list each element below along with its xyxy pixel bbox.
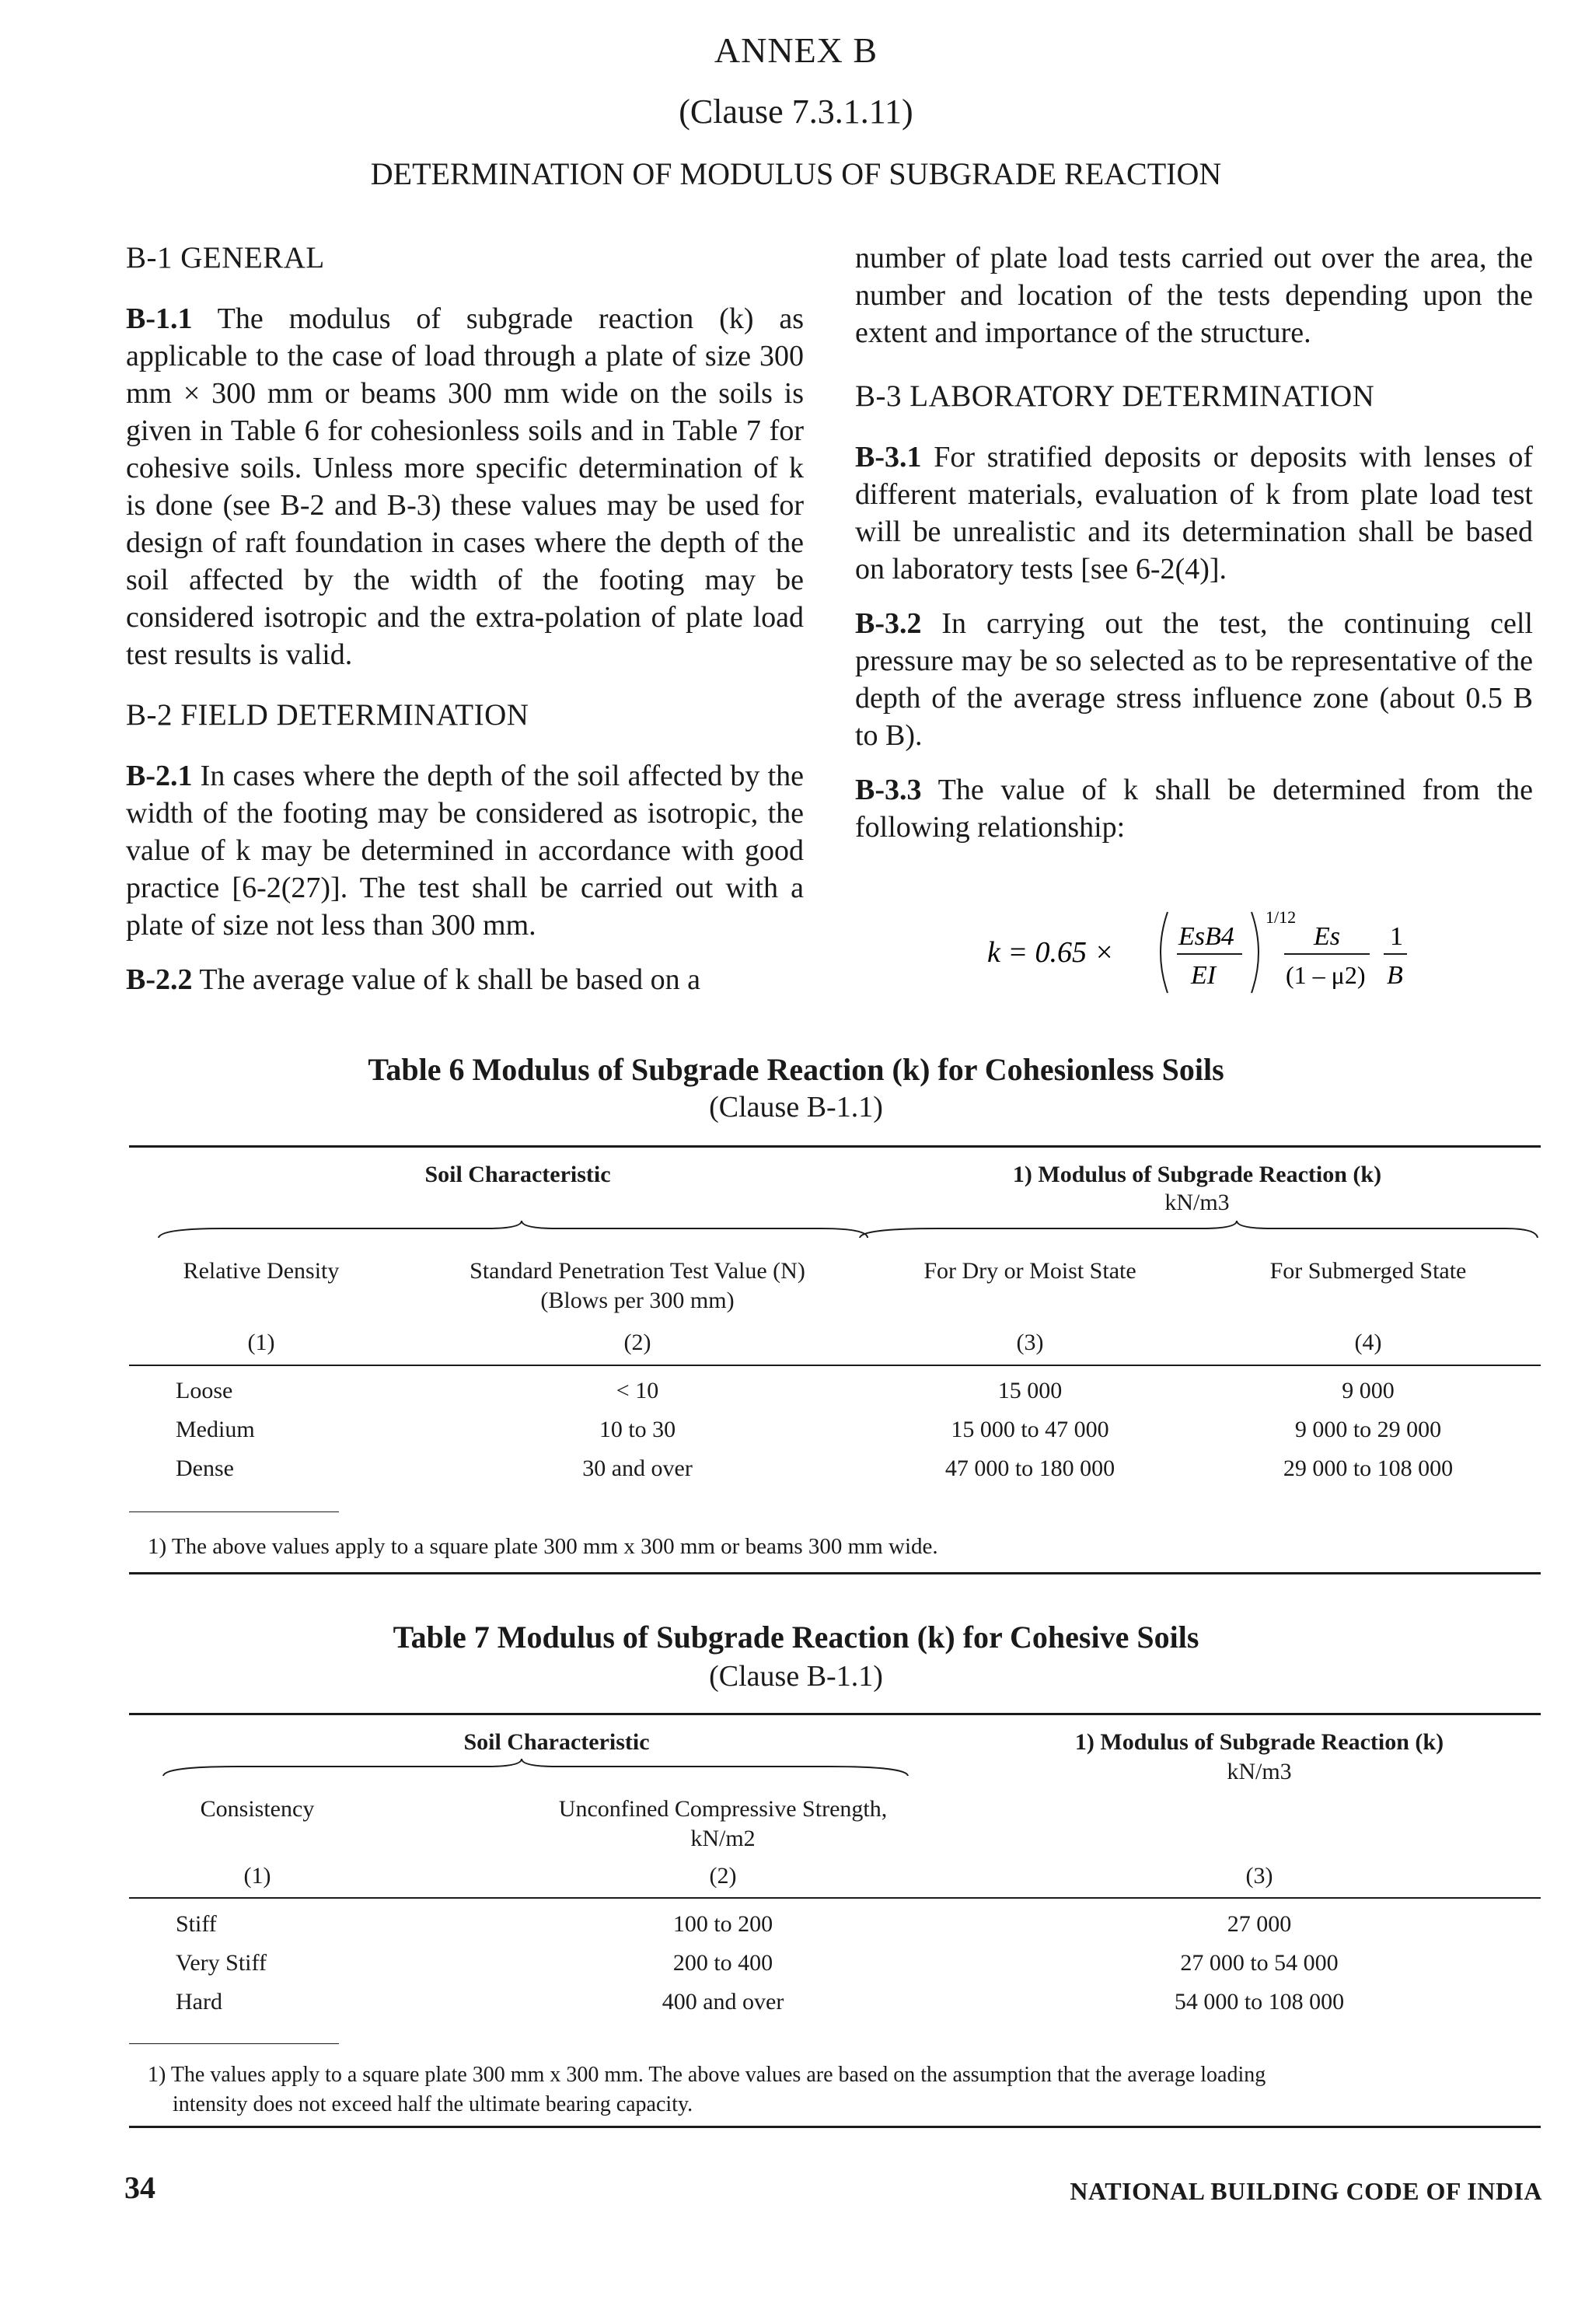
formula-den2: (1 – μ2) [1286, 961, 1366, 989]
table6-cell: 15 000 to 47 000 [951, 1417, 1109, 1442]
table6-cell: < 10 [616, 1378, 659, 1403]
clause-b3-1-text: For stratified deposits or deposits with lenses of different materials, evaluation of k from plate load test will be unrealistic and its determination shall be based on laboratory tests [see 6-2(4)]. [855, 441, 1533, 585]
table7-col2-number: (2) [709, 1863, 737, 1889]
table6-cell: Medium [176, 1417, 255, 1442]
formula-lhs: k = 0.65 × [987, 936, 1115, 969]
table7-header-rule [129, 1897, 1541, 1899]
table6-col3-number: (3) [1016, 1330, 1044, 1355]
table7-cell: 27 000 to 54 000 [1180, 1950, 1339, 1976]
table6-cell: 15 000 [997, 1378, 1063, 1403]
clause-b3-3 [855, 771, 1533, 846]
table6-col2-number: (2) [623, 1330, 651, 1355]
formula-num3: 1 [1390, 922, 1403, 951]
table7-cell: 100 to 200 [672, 1911, 773, 1937]
formula-den3: B [1387, 961, 1403, 990]
table7-cell: Hard [176, 1989, 222, 2015]
table6-cell: 9 000 to 29 000 [1294, 1417, 1442, 1442]
table6-footnote-rule [129, 1511, 339, 1512]
table6-top-rule [129, 1145, 1541, 1148]
annex-title: ANNEX B [714, 30, 878, 70]
clause-b1-1 [126, 300, 804, 673]
table6-cell: 47 000 to 180 000 [944, 1456, 1115, 1481]
table7-clause: (Clause B-1.1) [709, 1660, 883, 1693]
formula-right-paren [1252, 912, 1259, 993]
table7-top-rule [129, 1713, 1541, 1715]
formula-left-paren [1161, 912, 1168, 993]
table7-col1-header: Consistency [200, 1796, 315, 1822]
table6-col4-header: For Submerged State [1269, 1258, 1467, 1284]
table6-bottom-rule [129, 1572, 1541, 1574]
table6-footnote: 1) The above values apply to a square plate 300 mm x 300 mm or beams 300 mm wide. [148, 1534, 938, 1559]
clause-b2-2 [126, 961, 804, 998]
table6-col1-number: (1) [247, 1330, 275, 1355]
table7-col3-number: (3) [1245, 1863, 1273, 1889]
table7-group-modulus: 1) Modulus of Subgrade Reaction (k) [1074, 1729, 1444, 1755]
clause-b3-2-number: B-3.2 [855, 607, 922, 640]
clause-b3-2 [855, 605, 1533, 754]
table6-cell: Dense [176, 1456, 234, 1481]
annex-heading: DETERMINATION OF MODULUS OF SUBGRADE REACTION [370, 156, 1222, 191]
table7-cell: 200 to 400 [672, 1950, 773, 1976]
table6-group-modulus: 1) Modulus of Subgrade Reaction (k) [1012, 1162, 1382, 1187]
table6-cell: Loose [176, 1378, 233, 1403]
clause-b2-2-number: B-2.2 [126, 963, 193, 996]
table6-cell: 29 000 to 108 000 [1283, 1456, 1454, 1481]
clause-b1-1-text: The modulus of subgrade reaction (k) as applicable to the case of load through a plate of size 300 mm × 300 mm or beams 300 mm wide on the soils is given in Table 6 for cohesionless soils and in Table 7 for cohesive soils. Unless more specific determination of k is done (see B-2 and B-3) these values may be used for design of raft foundation in cases where the depth of the soil affected by the width of the footing may be considered isotropic and the extra-polation of plate load test results is valid. [126, 302, 804, 671]
k-formula [987, 906, 1423, 999]
table7-cell: 400 and over [662, 1989, 784, 2015]
table6-col1-header: Relative Density [183, 1258, 340, 1284]
clause-b3-1 [855, 439, 1533, 588]
table7-footnote-rule [129, 2043, 339, 2044]
table7-col2-unit: kN/m2 [690, 1826, 756, 1851]
clause-b1-1-number: B-1.1 [126, 302, 193, 335]
table6-col3-header: For Dry or Moist State [923, 1258, 1136, 1284]
clause-b2-1-number: B-2.1 [126, 760, 193, 792]
clause-b2-1-text: In cases where the depth of the soil affected by the width of the footing may be considered as isotropic, the value of k may be determined in accordance with good practice [6-2(27)]. The test shall be carried out with a plate of size not less than 300 mm. [126, 760, 804, 942]
table7-group-braces [129, 1757, 984, 1781]
table6-cell: 30 and over [582, 1456, 693, 1481]
table7-cell: Very Stiff [176, 1950, 267, 1976]
clause-b2-1 [126, 757, 804, 944]
section-b1-heading: B-1 GENERAL [126, 241, 325, 274]
table7-title: Table 7 Modulus of Subgrade Reaction (k) for Cohesive Soils [393, 1620, 1199, 1655]
formula-num2: Es [1314, 922, 1340, 951]
formula-num1: EsB4 [1178, 922, 1234, 951]
table6-group-unit: kN/m3 [1164, 1190, 1230, 1215]
table7-cell: 27 000 [1227, 1911, 1292, 1937]
clause-b3-2-text: In carrying out the test, the continuing cell pressure may be so selected as to be representative of the depth of the average stress influence zone (about 0.5 B to B). [855, 607, 1533, 752]
publication-title: NATIONAL BUILDING CODE OF INDIA [1070, 2177, 1542, 2205]
clause-b3-3-number: B-3.3 [855, 774, 922, 806]
table7-footnote-line2: intensity does not exceed half the ultimate bearing capacity. [173, 2092, 693, 2116]
table6-header-rule [129, 1365, 1541, 1366]
table7-footnote-line1: 1) The values apply to a square plate 300 mm x 300 mm. The above values are based on the assumption that the average loading [148, 2063, 1266, 2087]
table6-col2-subheader: (Blows per 300 mm) [540, 1288, 735, 1313]
table6-cell: 9 000 [1342, 1378, 1395, 1403]
formula-den1: EI [1191, 961, 1217, 990]
table6-cell: 10 to 30 [599, 1417, 676, 1442]
table6-title: Table 6 Modulus of Subgrade Reaction (k) for Cohesionless Soils [368, 1052, 1224, 1087]
table7-group-unit: kN/m3 [1227, 1759, 1292, 1784]
table7-bottom-rule [129, 2126, 1541, 2128]
table7-col2-header: Unconfined Compressive Strength, [558, 1796, 888, 1822]
table7-cell: Stiff [176, 1911, 217, 1937]
table7-cell: 54 000 to 108 000 [1174, 1989, 1345, 2015]
clause-b2-2-text: The average value of k shall be based on a [192, 963, 700, 996]
page-number: 34 [124, 2170, 155, 2205]
section-b3-heading: B-3 LABORATORY DETERMINATION [855, 379, 1375, 413]
formula-exponent: 1/12 [1266, 907, 1297, 927]
table7-group-soil: Soil Characteristic [463, 1729, 650, 1755]
table6-group-soil: Soil Characteristic [424, 1162, 611, 1187]
annex-clause: (Clause 7.3.1.11) [679, 93, 913, 131]
clause-b2-2-continuation: number of plate load tests carried out over the area, the number and location of the tests depending upon the extent and importance of the structure. [855, 242, 1533, 349]
table6-col2-header: Standard Penetration Test Value (N) [470, 1258, 805, 1284]
table6-col4-number: (4) [1354, 1330, 1382, 1355]
clause-b3-3-text: The value of k shall be determined from the following relationship: [855, 774, 1533, 844]
left-column [126, 239, 804, 1015]
table7-col1-number: (1) [243, 1863, 271, 1889]
section-b2-heading: B-2 FIELD DETERMINATION [126, 698, 529, 732]
table6-clause: (Clause B-1.1) [709, 1091, 883, 1124]
clause-b3-1-number: B-3.1 [855, 441, 922, 474]
table6-group-braces [129, 1219, 1541, 1242]
right-column [855, 239, 1533, 863]
